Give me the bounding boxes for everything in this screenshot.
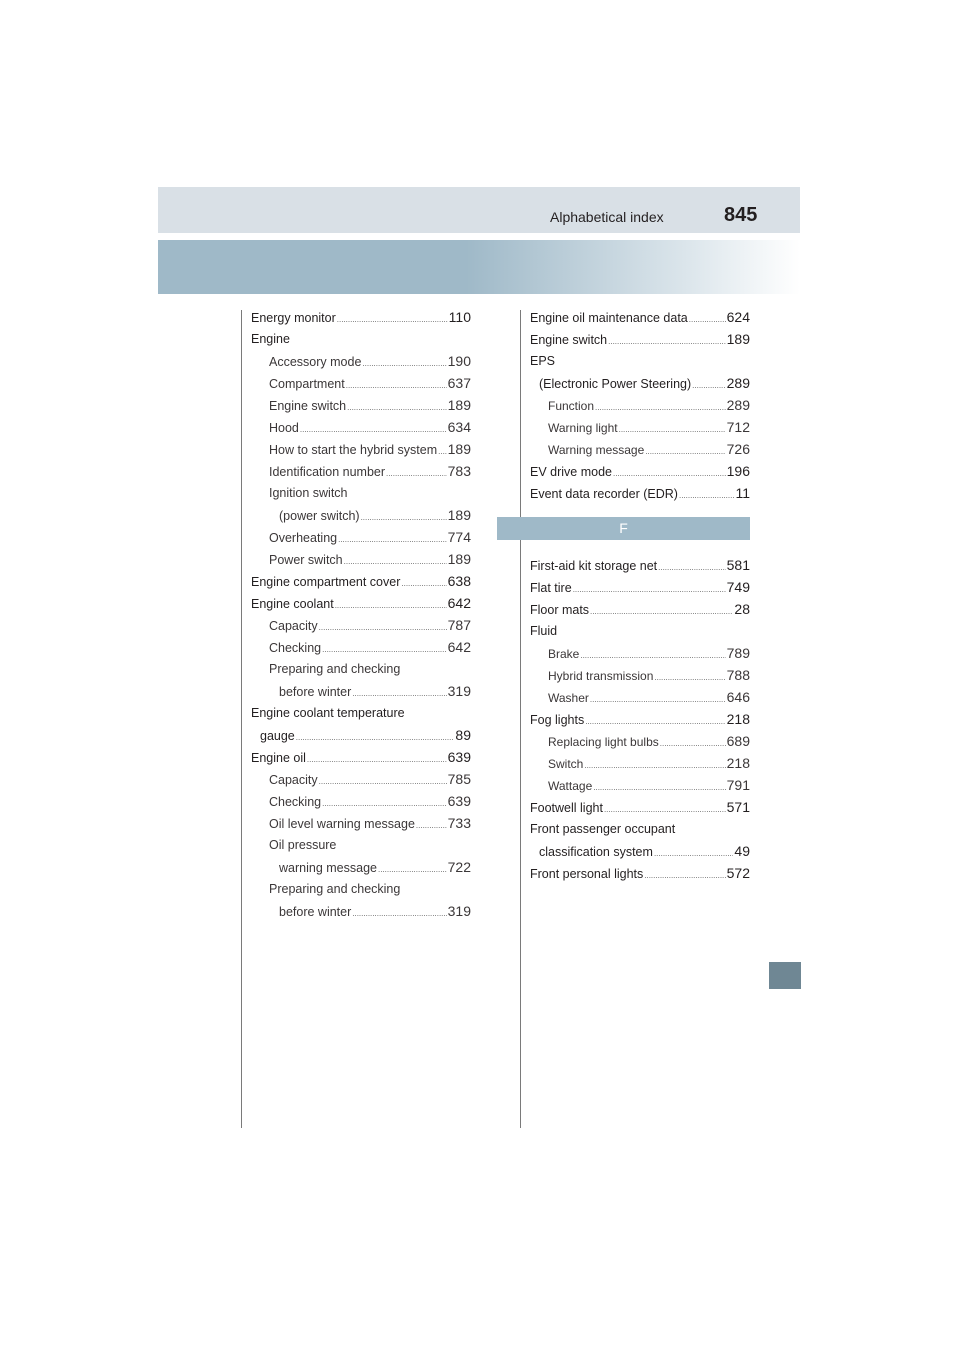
index-entry-page: 28 [734,601,750,617]
index-entry [530,818,750,840]
index-entry-label: Energy monitor [251,311,336,325]
index-entry [530,642,750,664]
index-entry-label: First-aid kit storage net [530,559,658,573]
index-entry-page: 196 [726,463,750,479]
dot-leader [352,910,446,918]
index-entry-page: 89 [455,727,471,743]
section-heading-f: F [497,517,750,540]
index-entry [251,680,471,702]
dot-leader [692,382,725,390]
dot-leader [645,448,725,456]
dot-leader [300,426,447,434]
dot-leader [679,492,734,500]
dot-leader [584,762,725,770]
index-entry [251,878,471,900]
index-entry-label: Checking [269,641,322,655]
index-entry-label: Engine coolant temperature [251,706,405,720]
index-entry-page: 637 [447,375,471,391]
index-entry-page: 726 [726,441,750,457]
index-entry-label: Washer [548,691,589,705]
index-entry-label: Function [548,399,595,413]
index-entry-label: Wattage [548,779,593,793]
index-entry-page: 791 [726,777,750,793]
index-entry [251,636,471,658]
dot-leader [352,690,446,698]
index-entry-page: 642 [447,639,471,655]
dot-leader [319,778,447,786]
index-entry [530,708,750,730]
dot-leader [416,822,447,830]
index-entry-label: Oil level warning message [269,817,415,831]
index-entry [251,812,471,834]
index-entry [251,416,471,438]
index-entry-page: 190 [447,353,471,369]
index-entry-page: 639 [447,793,471,809]
index-column-right [530,306,750,884]
index-group-e [530,306,750,504]
index-entry-label: Power switch [269,553,343,567]
index-entry-label: Brake [548,647,580,661]
dot-leader [619,426,726,434]
header-band [158,240,800,294]
index-entry-page: 749 [726,579,750,595]
index-entry-label: Engine oil [251,751,306,765]
index-entry-label: Engine oil maintenance data [530,311,688,325]
index-entry-page: 624 [726,309,750,325]
dot-leader [319,624,447,632]
index-entry [251,526,471,548]
index-entry-label: before winter [279,685,352,699]
dot-leader [322,646,447,654]
index-entry-label: Hybrid transmission [548,669,654,683]
index-entry [251,482,471,504]
index-entry [530,730,750,752]
dot-leader [654,850,733,858]
index-entry [530,620,750,642]
index-entry [251,438,471,460]
index-entry-label: Checking [269,795,322,809]
index-entry [530,796,750,818]
index-column-left [251,306,471,922]
index-entry-label: (Electronic Power Steering) [539,377,692,391]
index-entry-label: Capacity [269,773,318,787]
index-entry-page: 581 [726,557,750,573]
index-entry [251,746,471,768]
index-entry-label: Preparing and checking [269,882,401,896]
dot-leader [590,696,726,704]
index-entry [251,614,471,636]
index-entry-label: Accessory mode [269,355,362,369]
index-entry-page: 783 [447,463,471,479]
dot-leader [338,536,447,544]
index-entry-label: Overheating [269,531,338,545]
index-entry-label: Fluid [530,624,558,638]
index-entry-page: 319 [447,903,471,919]
index-entry-label: Event data recorder (EDR) [530,487,678,501]
dot-leader [585,718,725,726]
index-entry [530,598,750,620]
index-entry [530,686,750,708]
index-entry [251,394,471,416]
index-entry [530,576,750,598]
index-entry [251,768,471,790]
index-entry-label: Engine switch [269,399,347,413]
dot-leader [386,470,447,478]
index-entry [530,438,750,460]
index-entry [251,724,471,746]
index-entry-page: 572 [726,865,750,881]
index-entry-label: Hood [269,421,299,435]
index-entry-label: before winter [279,905,352,919]
index-entry [530,840,750,862]
index-entry [530,482,750,504]
index-entry-label: Engine [251,332,290,346]
index-entry-page: 218 [726,711,750,727]
index-entry [530,554,750,576]
index-entry-label: Engine coolant [251,597,334,611]
index-entry [251,350,471,372]
index-entry-label: Front passenger occupant [530,822,676,836]
index-entry [251,328,471,350]
index-entry [530,350,750,372]
index-entry-page: 788 [726,667,750,683]
index-entry [530,774,750,796]
index-entry [530,306,750,328]
column-rule-left [241,310,242,1128]
index-entry-label: Preparing and checking [269,662,401,676]
index-entry-label: Capacity [269,619,318,633]
dot-leader [346,382,447,390]
index-entry-page: 787 [447,617,471,633]
index-entry-label: Identification number [269,465,386,479]
dot-leader [378,866,447,874]
index-entry-label: (power switch) [279,509,360,523]
index-entry [530,416,750,438]
index-entry-page: 289 [726,397,750,413]
dot-leader [344,558,447,566]
section-tab [769,962,801,989]
index-entry [251,834,471,856]
index-entry-page: 11 [735,485,750,501]
index-entry [530,664,750,686]
dot-leader [593,784,725,792]
dot-leader [654,674,725,682]
index-entry-page: 785 [447,771,471,787]
index-entry [251,900,471,922]
index-entry [530,460,750,482]
dot-leader [689,316,726,324]
dot-leader [604,806,726,814]
index-entry-page: 733 [447,815,471,831]
page-header [158,187,800,233]
index-entry-page: 712 [726,419,750,435]
index-entry [251,702,471,724]
index-entry [530,328,750,350]
dot-leader [580,652,725,660]
dot-leader [307,756,447,764]
dot-leader [401,580,446,588]
index-entry-label: EPS [530,354,556,368]
index-entry-page: 571 [726,799,750,815]
index-entry [530,752,750,774]
index-entry-label: Engine switch [530,333,608,347]
index-entry-label: Fog lights [530,713,585,727]
index-entry [251,306,471,328]
index-entry-label: How to start the hybrid system [269,443,438,457]
dot-leader [660,740,726,748]
index-entry-page: 722 [447,859,471,875]
index-entry [251,548,471,570]
index-entry-page: 634 [447,419,471,435]
dot-leader [438,448,447,456]
index-entry [530,862,750,884]
index-entry-page: 189 [447,507,471,523]
dot-leader [644,872,725,880]
index-entry-page: 189 [726,331,750,347]
index-entry-label: Front personal lights [530,867,644,881]
index-entry [251,570,471,592]
index-entry-label: Engine compartment cover [251,575,401,589]
index-entry [251,856,471,878]
dot-leader [658,564,726,572]
index-entry-page: 638 [447,573,471,589]
index-entry [251,504,471,526]
dot-leader [595,404,726,412]
index-entry-label: Ignition switch [269,486,348,500]
index-entry [530,394,750,416]
index-entry [251,790,471,812]
page-number: 845 [724,204,758,226]
index-entry-page: 110 [448,309,471,325]
index-entry-label: Warning light [548,421,618,435]
index-entry-page: 646 [726,689,750,705]
index-entry-page: 774 [447,529,471,545]
dot-leader [613,470,726,478]
index-entry-page: 639 [447,749,471,765]
dot-leader [337,316,448,324]
index-entry-page: 319 [447,683,471,699]
index-entry-label: classification system [539,845,653,859]
index-entry-page: 789 [726,645,750,661]
index-entry [251,658,471,680]
dot-leader [573,586,726,594]
index-entry-label: Footwell light [530,801,603,815]
index-entry-label: Compartment [269,377,345,391]
dot-leader [347,404,447,412]
dot-leader [608,338,726,346]
index-entry-label: warning message [279,861,377,875]
index-entry-label: Flat tire [530,581,572,595]
index-group-f [530,554,750,884]
index-entry [251,592,471,614]
index-entry [251,372,471,394]
index-entry-page: 289 [726,375,750,391]
index-entry-page: 49 [734,843,750,859]
index-entry-page: 189 [447,397,471,413]
index-entry-label: Warning message [548,443,645,457]
column-rule-middle [520,310,521,1128]
dot-leader [335,602,447,610]
dot-leader [590,608,733,616]
page-title: Alphabetical index [550,209,664,225]
index-entry [530,372,750,394]
index-entry-page: 189 [447,551,471,567]
index-entry-label: Floor mats [530,603,590,617]
index-entry-page: 689 [726,733,750,749]
index-entry-page: 642 [447,595,471,611]
index-entry-label: Replacing light bulbs [548,735,659,749]
index-entry-label: Switch [548,757,584,771]
index-entry-label: EV drive mode [530,465,612,479]
index-entry [251,460,471,482]
index-entry-label: gauge [260,729,295,743]
index-entry-page: 189 [447,441,471,457]
index-entry-label: Oil pressure [269,838,337,852]
dot-leader [322,800,447,808]
dot-leader [296,734,455,742]
index-entry-page: 218 [726,755,750,771]
dot-leader [361,514,447,522]
dot-leader [362,360,446,368]
